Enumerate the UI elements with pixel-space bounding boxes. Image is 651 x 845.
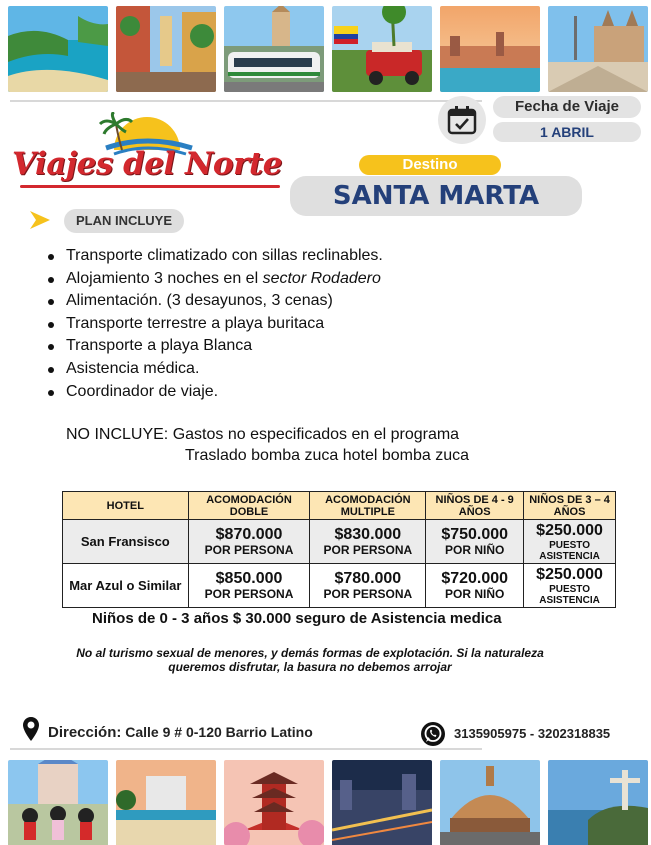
hotel-cell: San Fransisco bbox=[63, 520, 189, 564]
footer-divider bbox=[10, 748, 482, 750]
price-cell: $750.000 POR NIÑO bbox=[426, 520, 524, 564]
brand-underline bbox=[20, 185, 280, 188]
col-header-doble: ACOMODACIÓN DOBLE bbox=[188, 492, 310, 520]
travel-date-value: 1 ABRIL bbox=[493, 122, 641, 142]
beach-bay-photo bbox=[8, 6, 108, 92]
map-pin-icon bbox=[22, 716, 40, 742]
calendar-badge bbox=[438, 96, 486, 144]
cathedral-plaza-photo bbox=[548, 6, 648, 92]
price-cell: $870.000 POR PERSONA bbox=[188, 520, 310, 564]
christ-statue-photo bbox=[548, 760, 648, 845]
list-item: Asistencia médica. bbox=[48, 358, 383, 381]
destination-label: Destino bbox=[359, 155, 501, 175]
brand-name: Viajes del Norte bbox=[12, 146, 282, 182]
travel-date-label: Fecha de Viaje bbox=[493, 96, 641, 118]
address-value: Calle 9 # 0-120 Barrio Latino bbox=[125, 724, 313, 740]
table-row bbox=[63, 520, 616, 564]
calendar-check-icon bbox=[447, 105, 477, 135]
yellow-arrow-icon bbox=[28, 208, 52, 232]
price-cell: $720.000 POR NIÑO bbox=[426, 564, 524, 608]
list-item: Transporte terrestre a playa buritaca bbox=[48, 313, 383, 336]
price-table bbox=[62, 491, 616, 608]
japanese-pagoda-photo bbox=[224, 760, 324, 845]
cartagena-sunset-photo bbox=[440, 6, 540, 92]
not-included-text-2: Traslado bomba zuca hotel bomba zuca bbox=[185, 447, 470, 464]
phone-numbers: 3135905975 - 3202318835 bbox=[454, 726, 611, 741]
price-cell: $250.000 PUESTO ASISTENCIA bbox=[524, 564, 616, 608]
resort-beach-photo bbox=[116, 760, 216, 845]
header-divider bbox=[10, 100, 482, 102]
col-header-multiple: ACOMODACIÓN MULTIPLE bbox=[310, 492, 426, 520]
list-item: Transporte climatizado con sillas reclinables. bbox=[48, 245, 383, 268]
bottom-photo-strip bbox=[8, 760, 648, 845]
whatsapp-icon bbox=[420, 721, 446, 747]
address bbox=[48, 724, 313, 741]
basilica-photo bbox=[440, 760, 540, 845]
hotel-cell: Mar Azul o Similar bbox=[63, 564, 189, 608]
list-item: Alimentación. (3 desayunos, 3 cenas) bbox=[48, 290, 383, 313]
brand-logo bbox=[12, 112, 282, 188]
responsible-tourism-notice: No al turismo sexual de menores, y demás formas de explotación. Si la naturaleza queremos disfrutar, la basura no debemos arrojar bbox=[76, 646, 544, 674]
table-row bbox=[63, 564, 616, 608]
children-insurance-note: Niños de 0 - 3 años $ 30.000 seguro de Asistencia medica bbox=[92, 610, 502, 627]
includes-list bbox=[48, 245, 383, 403]
col-header-ninos-4-9: NIÑOS DE 4 - 9 AÑOS bbox=[426, 492, 524, 520]
table-header-row bbox=[63, 492, 616, 520]
city-night-photo bbox=[332, 760, 432, 845]
destination-value: SANTA MARTA bbox=[290, 176, 582, 216]
col-header-ninos-3-4: NIÑOS DE 3 – 4 AÑOS bbox=[524, 492, 616, 520]
colonial-street-photo bbox=[116, 6, 216, 92]
plan-includes-title: PLAN INCLUYE bbox=[64, 209, 184, 233]
address-label: Dirección: bbox=[48, 724, 122, 741]
disney-characters-photo bbox=[8, 760, 108, 845]
price-cell: $780.000 POR PERSONA bbox=[310, 564, 426, 608]
price-cell: $830.000 POR PERSONA bbox=[310, 520, 426, 564]
top-photo-strip bbox=[8, 6, 648, 92]
tram-city-photo bbox=[224, 6, 324, 92]
price-cell: $250.000 PUESTO ASISTENCIA bbox=[524, 520, 616, 564]
col-header-hotel: HOTEL bbox=[63, 492, 189, 520]
list-item: Transporte a playa Blanca bbox=[48, 335, 383, 358]
list-item: Coordinador de viaje. bbox=[48, 381, 383, 404]
not-included-text: NO INCLUYE: Gastos no especificados en el programa bbox=[66, 426, 460, 443]
price-cell: $850.000 POR PERSONA bbox=[188, 564, 310, 608]
list-item: Alojamiento 3 noches en el sector Rodadero bbox=[48, 268, 383, 291]
jeep-colombia-flag-photo bbox=[332, 6, 432, 92]
